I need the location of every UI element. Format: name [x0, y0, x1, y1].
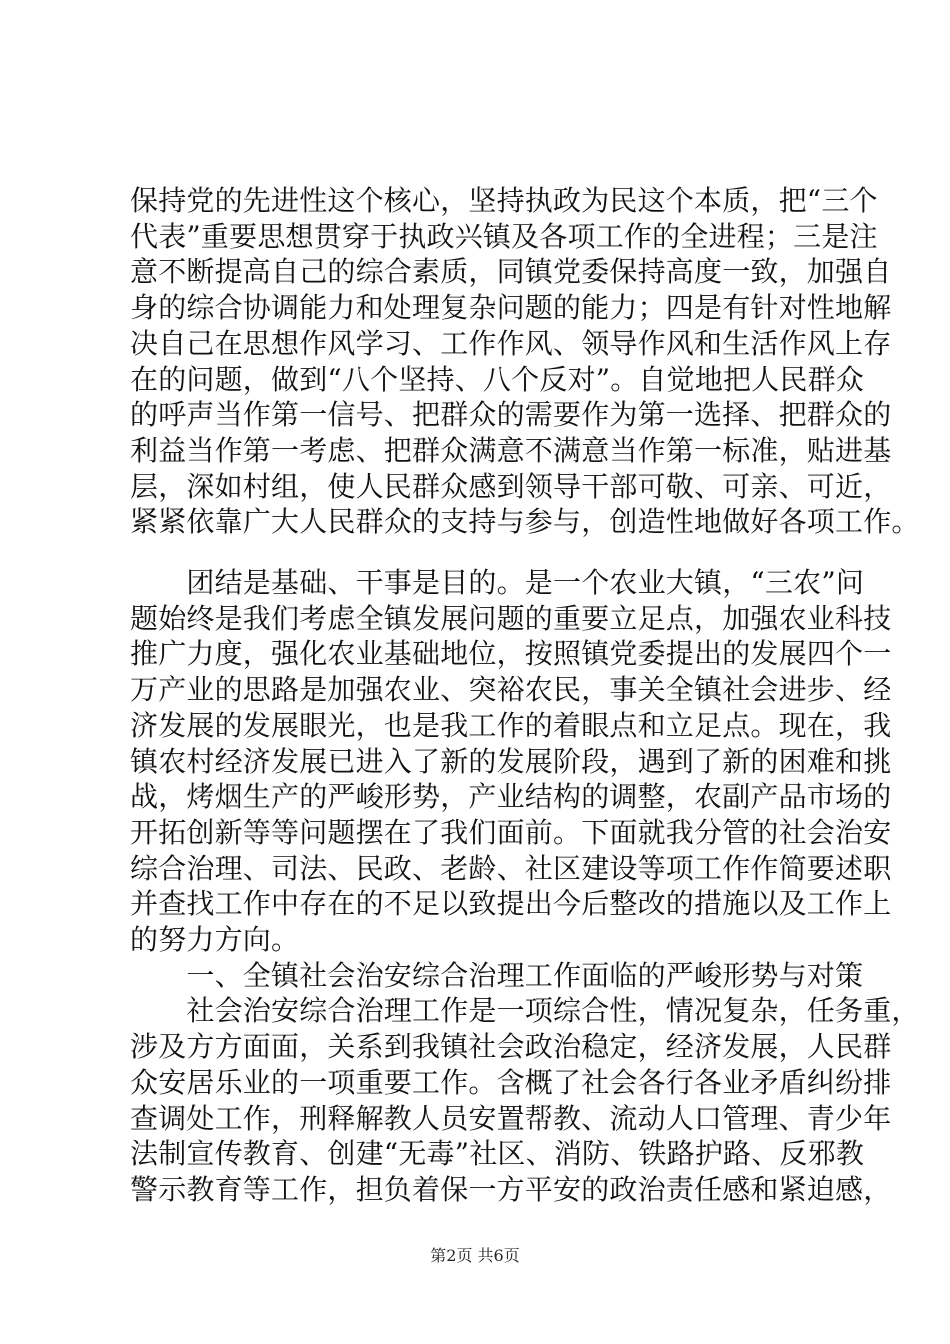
body-line: 保持党的先进性这个核心，坚持执政为民这个本质，把“三个	[130, 184, 878, 217]
body-line: 涉及方方面面，关系到我镇社会政治稳定，经济发展，人民群	[130, 1030, 892, 1063]
body-line: 法制宣传教育、创建“无毒”社区、消防、铁路护路、反邪教	[130, 1137, 865, 1170]
body-line: 推广力度，强化农业基础地位，按照镇党委提出的发展四个一	[130, 637, 892, 670]
body-line: 开拓创新等等问题摆在了我们面前。下面就我分管的社会治安	[130, 816, 892, 849]
body-line: 紧紧依靠广大人民群众的支持与参与，创造性地做好各项工作。	[130, 505, 920, 538]
body-line: 利益当作第一考虑、把群众满意不满意当作第一标准，贴进基	[130, 434, 892, 467]
body-line: 众安居乐业的一项重要工作。含概了社会各行各业矛盾纠纷排	[130, 1066, 892, 1099]
body-line: 济发展的发展眼光，也是我工作的着眼点和立足点。现在，我	[130, 709, 892, 742]
body-line: 战，烤烟生产的严峻形势，产业结构的调整，农副产品市场的	[130, 780, 892, 813]
body-line: 并查找工作中存在的不足以致提出今后整改的措施以及工作上	[130, 887, 892, 920]
body-line: 的呼声当作第一信号、把群众的需要作为第一选择、把群众的	[130, 398, 892, 431]
page-number-footer: 第2页 共6页	[430, 1246, 520, 1265]
body-line: 代表”重要思想贯穿于执政兴镇及各项工作的全进程；三是注	[130, 220, 878, 253]
body-line: 意不断提高自己的综合素质，同镇党委保持高度一致，加强自	[130, 255, 892, 288]
body-line: 警示教育等工作，担负着保一方平安的政治责任感和紧迫感，	[130, 1173, 892, 1206]
paragraph-first-line: 社会治安综合治理工作是一项综合性，情况复杂，任务重，	[130, 994, 920, 1027]
body-line: 镇农村经济发展已进入了新的发展阶段，遇到了新的困难和挑	[130, 745, 892, 778]
body-line: 身的综合协调能力和处理复杂问题的能力；四是有针对性地解	[130, 291, 892, 324]
body-line: 题始终是我们考虑全镇发展问题的重要立足点，加强农业科技	[130, 602, 892, 635]
body-line: 万产业的思路是加强农业、突裕农民，事关全镇社会进步、经	[130, 673, 892, 706]
body-line: 综合治理、司法、民政、老龄、社区建设等项工作作简要述职	[130, 852, 892, 885]
paragraph-first-line: 团结是基础、干事是目的。是一个农业大镇，“三农”问	[130, 566, 865, 599]
body-line: 在的问题，做到“八个坚持、八个反对”。自觉地把人民群众	[130, 363, 865, 396]
section-heading: 一、全镇社会治安综合治理工作面临的严峻形势与对策	[130, 959, 864, 992]
body-line: 查调处工作，刑释解教人员安置帮教、流动人口管理、青少年	[130, 1102, 892, 1135]
body-line: 层，深如村组，使人民群众感到领导干部可敬、可亲、可近，	[130, 470, 892, 503]
body-line: 的努力方向。	[130, 923, 300, 956]
body-line: 决自己在思想作风学习、工作作风、领导作风和生活作风上存	[130, 327, 892, 360]
